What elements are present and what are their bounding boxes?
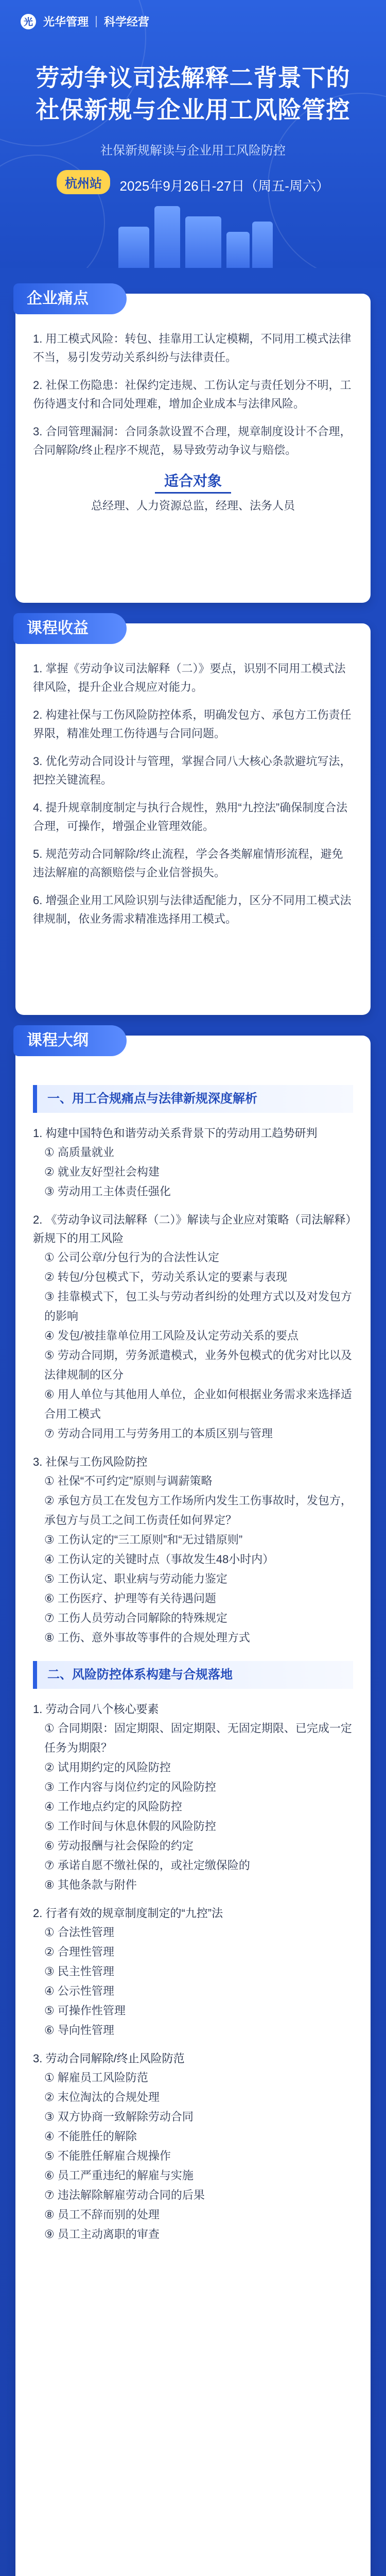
outline-section-title: 一、用工合规痛点与法律新规深度解析 [33, 1085, 353, 1113]
module-item: ② 承包方员工在发包方工作场所内发生工伤事故时，发包方，承包方与员工之间工伤责任如何界定？ [44, 1494, 352, 1527]
pain-points-body [33, 330, 353, 515]
pain-points-heading: 企业痛点 [13, 283, 127, 314]
pain-point-item: 1. 用工模式风险：转包、挂靠用工认定模糊，不同用工模式法律不当，易引发劳动关系纠纷与法律责任。 [33, 332, 352, 364]
module-title: 3. 劳动合同解除/终止风险防范 [33, 2052, 185, 2065]
module-item: ⑥ 导向性管理 [44, 2024, 114, 2037]
module-item: ⑧ 工伤、意外事故等事件的合规处理方式 [44, 1631, 250, 1644]
module-item: ① 合同期限：固定期限、固定期限、无固定期限、已完成一定任务为期限？ [44, 1722, 352, 1754]
module-item: ② 试用期约定的风险防控 [44, 1761, 171, 1774]
page-title [0, 62, 386, 126]
module-item: ① 公司公章/分包行为的合法性认定 [44, 1251, 219, 1264]
module-item: ⑥ 工伤医疗、护理等有关待遇问题 [44, 1592, 216, 1605]
course-outline-heading: 课程大纲 [13, 1025, 127, 1056]
module-item: ⑦ 违法解除解雇劳动合同的后果 [44, 2189, 205, 2201]
module-item: ② 末位淘汰的合规处理 [44, 2091, 160, 2104]
module-item: ⑧ 员工不辞而别的处理 [44, 2208, 160, 2221]
brand-name-secondary: 科学经营 [104, 15, 150, 28]
module-item: ③ 民主性管理 [44, 1965, 114, 1978]
module-title: 1. 劳动合同八个核心要素 [33, 1703, 159, 1716]
module-item: ② 合理性管理 [44, 1945, 114, 1958]
brand-name: 光华管理 [43, 15, 89, 28]
course-benefits-heading: 课程收益 [13, 613, 127, 644]
module-item: ⑥ 劳动报酬与社会保险的约定 [44, 1839, 194, 1852]
outline-module [33, 1700, 353, 1895]
brand-logo-icon: 光 [21, 14, 36, 29]
module-item: ⑧ 其他条款与附件 [44, 1878, 137, 1891]
module-title: 2. 行者有效的规章制度制定的“九控”法 [33, 1907, 223, 1920]
module-item: ① 解雇员工风险防范 [44, 2071, 148, 2084]
module-item: ⑥ 员工严重违纪的解雇与实施 [44, 2169, 194, 2182]
brand-divider [96, 16, 97, 27]
module-item: ③ 工伤认定的“三工原则”和“无过错原则” [44, 1533, 243, 1546]
course-benefits-card [15, 620, 371, 1015]
pain-points-card [15, 290, 371, 603]
event-date: 2025年9月26日-27日（周五-周六） [119, 178, 329, 194]
module-item: ⑤ 工伤认定、职业病与劳动能力鉴定 [44, 1572, 227, 1585]
module-item: ⑥ 用人单位与其他用人单位，企业如何根据业务需求来选择适合用工模式 [44, 1388, 352, 1420]
module-item: ④ 工伤认定的关键时点（事故发生48小时内） [44, 1553, 274, 1566]
module-title: 3. 社保与工伤风险防控 [33, 1455, 148, 1468]
outline-section-1 [33, 1085, 353, 1648]
outline-module [33, 1124, 353, 1201]
brand-bar [21, 13, 149, 29]
city-badge: 杭州站 [57, 170, 110, 194]
module-title: 1. 构建中国特色和谐劳动关系背景下的劳动用工趋势研判 [33, 1127, 318, 1140]
module-item: ⑨ 员工主动离职的审查 [44, 2228, 160, 2241]
module-item: ⑦ 劳动合同用工与劳务用工的本质区别与管理 [44, 1427, 273, 1440]
module-item: ③ 劳动用工主体责任强化 [44, 1185, 171, 1198]
module-item: ③ 挂靠模式下，包工头与劳动者纠纷的处理方式以及对发包方的影响 [44, 1290, 352, 1323]
module-item: ⑤ 可操作性管理 [44, 2004, 126, 2017]
benefit-item: 6. 增强企业用工风险识别与法律适配能力，区分不同用工模式法律规制，依业务需求精准选择用工模式。 [33, 894, 352, 925]
module-item: ② 转包/分包模式下，劳动关系认定的要素与表现 [44, 1270, 287, 1283]
benefit-item: 4. 提升规章制度制定与执行合规性，熟用“九控法”确保制度合法合理，可操作，增强企业管理效能。 [33, 801, 348, 833]
module-item: ④ 公示性管理 [44, 1985, 114, 1997]
module-item: ⑦ 承诺自愿不缴社保的，或社定缴保险的 [44, 1859, 250, 1872]
module-item: ⑤ 不能胜任解雇合规操作 [44, 2149, 171, 2162]
outline-module [33, 2049, 353, 2244]
pain-point-item: 3. 合同管理漏洞：合同条款设置不合理，规章制度设计不合理，合同解除/终止程序不规范，易导致劳动争议与赔偿。 [33, 425, 352, 456]
module-item: ⑤ 劳动合同期，劳务派遣模式，业务外包模式的优劣对比以及法律规制的区分 [44, 1349, 352, 1381]
outline-section-title: 二、风险防控体系构建与合规落地 [33, 1661, 353, 1689]
course-outline-card [15, 1032, 371, 2576]
target-audience-text: 总经理、人力资源总监，经理、法务人员 [91, 499, 295, 512]
outline-module [33, 1211, 353, 1444]
module-item: ⑦ 工伤人员劳动合同解除的特殊规定 [44, 1612, 227, 1624]
module-item: ① 合法性管理 [44, 1926, 114, 1939]
module-item: ② 就业友好型社会构建 [44, 1165, 160, 1178]
course-outline-body [33, 1072, 353, 2253]
page-subtitle: 社保新规解读与企业用工风险防控 [100, 144, 286, 158]
pain-point-item: 2. 社保工伤隐患：社保约定违规、工伤认定与责任划分不明，工伤待遇支付和合同处理难，增加企业成本与法律风险。 [33, 379, 352, 410]
outline-module [33, 1904, 353, 2040]
module-item: ④ 工作地点约定的风险防控 [44, 1800, 182, 1813]
module-title: 2. 《劳动争议司法解释（二）》解读与企业应对策略（司法解释）新规下的用工风险 [33, 1213, 352, 1245]
hero-banner [0, 0, 386, 268]
benefit-item: 2. 构建社保与工伤风险防控体系，明确发包方、承包方工伤责任界限，精准处理工伤待遇与合同问题。 [33, 708, 352, 740]
module-item: ④ 不能胜任的解除 [44, 2130, 137, 2143]
outline-section-2 [33, 1661, 353, 2244]
benefit-item: 3. 优化劳动合同设计与管理，掌握合同八大核心条款避坑写法，把控关键流程。 [33, 755, 352, 786]
module-item: ⑤ 工作时间与休息休假的风险防控 [44, 1820, 216, 1833]
title-line-1: 劳动争议司法解释二背景下的 [36, 64, 350, 91]
benefit-item: 5. 规范劳动合同解除/终止流程，学会各类解雇情形流程，避免违法解雇的高额赔偿与企业信誉损失。 [33, 848, 343, 879]
course-benefits-body [33, 659, 353, 938]
title-line-2: 社保新规与企业用工风险管控 [36, 96, 350, 123]
module-item: ③ 双方协商一致解除劳动合同 [44, 2110, 194, 2123]
module-item: ① 社保“不可约定”原则与调薪策略 [44, 1475, 213, 1487]
target-audience-title: 适合对象 [33, 472, 353, 490]
module-item: ④ 发包/被挂靠单位用工风险及认定劳动关系的要点 [44, 1329, 299, 1342]
event-meta [0, 170, 386, 195]
benefit-item: 1. 掌握《劳动争议司法解释（二）》要点，识别不同用工模式法律风险，提升企业合规应对能力。 [33, 662, 346, 693]
city-skyline-illustration [108, 201, 278, 268]
module-item: ③ 工作内容与岗位约定的风险防控 [44, 1781, 216, 1793]
module-item: ① 高质量就业 [44, 1146, 114, 1159]
outline-module [33, 1453, 353, 1648]
